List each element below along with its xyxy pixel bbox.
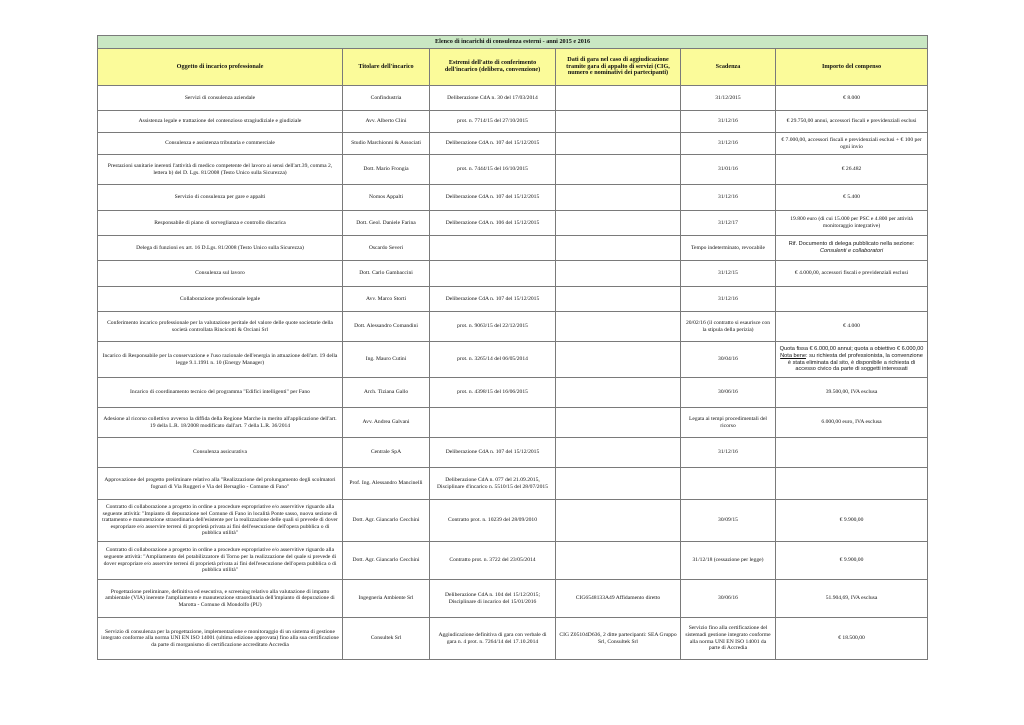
- table-row: [98, 542, 928, 580]
- cell-scadenza: [681, 468, 776, 500]
- table-row: [98, 312, 928, 342]
- cell-importo: € 9.900,00: [776, 542, 928, 580]
- cell-importo: € 4.000: [776, 312, 928, 342]
- cell-atto: prot. n. 7714/15 del 27/10/2015: [430, 111, 556, 133]
- importo-reference-section: Consulenti e collaboratori: [819, 248, 884, 254]
- cell-scadenza: 30/04/16: [681, 342, 776, 378]
- cell-importo: 51.904,69, IVA esclusa: [776, 580, 928, 618]
- cell-titolare: Avv. Andrea Galvani: [343, 408, 430, 438]
- cell-oggetto: Progettazione preliminare, definitiva ed esecutiva, e screening relativo alla valutazione di impatto ambientale (VIA) inerente l'ampliamento e manutenzione straordinaria dell'impianto di depurazione di Marotta - Comune di Mondolfo (PU): [98, 580, 343, 618]
- importo-reference-line: Rif. Documento di delega pubblicato nella sezione:: [788, 241, 915, 248]
- cell-atto: prot. n. 7444/15 del 16/10/2015: [430, 155, 556, 185]
- cell-atto: Deliberazione CdA n. 30 del 17/03/2014: [430, 86, 556, 111]
- cell-gara: [556, 133, 681, 155]
- cell-scadenza: 31/12/15: [681, 261, 776, 287]
- cell-oggetto: Incarico di Responsabile per la conservazione e l'uso razionale dell'energia in attuazione dell'art. 19 della legge 9.1.1991 n. 10 (Energy Manager): [98, 342, 343, 378]
- cell-importo: € 26.482: [776, 155, 928, 185]
- importo-note: [779, 353, 924, 373]
- header-row: [98, 49, 928, 86]
- table-row: [98, 580, 928, 618]
- table-row: [98, 133, 928, 155]
- cell-importo: € 9.900,00: [776, 500, 928, 542]
- cell-oggetto: Assistenza legale e trattazione del contenzioso stragiudiziale e giudiziale: [98, 111, 343, 133]
- cell-importo: 6.000,00 euro, IVA esclusa: [776, 408, 928, 438]
- cell-oggetto: Contratto di collaborazione a progetto in ordine a procedure espropriative e/o asservitive riguardo alla seguente attività: "Impianto di depurazione nel Comune di Fano in località Ponte sasso, nuova sezione di trattamento e manutenzione straordinaria dell'esistente per la realizzazione delle quali si prevede di dover espropriare e/o asservire terreni di proprietà privata ai fini dell'esecuzione dell'opera pubblica o di pubblica utilità": [98, 500, 343, 542]
- table-row: [98, 438, 928, 468]
- cell-scadenza: Legata ai tempi procedimentali del ricorso: [681, 408, 776, 438]
- cell-oggetto: Consulenza sul lavoro: [98, 261, 343, 287]
- cell-atto: Deliberazione CdA n. 107 del 15/12/2015: [430, 185, 556, 211]
- cell-gara: [556, 211, 681, 236]
- cell-oggetto: Adesione al ricorso collettivo avverso la diffida della Regione Marche in merito all'applicazione dell'art. 19 della L.R. 18/2008 modificato dall'art. 7 della L.R. 36/2014: [98, 408, 343, 438]
- table-row: [98, 408, 928, 438]
- cell-importo: [776, 342, 928, 378]
- cell-scadenza: Tempo indeterminato, revocabile: [681, 236, 776, 261]
- cell-titolare: Nomos Appalti: [343, 185, 430, 211]
- table-row: [98, 342, 928, 378]
- table-row: [98, 261, 928, 287]
- table-row: [98, 287, 928, 312]
- cell-scadenza: 31/12/2015: [681, 86, 776, 111]
- cell-importo: [776, 468, 928, 500]
- cell-importo: [776, 287, 928, 312]
- table-title-row: [98, 36, 928, 49]
- cell-titolare: Centrale SpA: [343, 438, 430, 468]
- importo-quota: Quota fissa € 6.000,00 annui; quota a obiettivo € 6.000,00: [779, 346, 924, 353]
- header-scadenza: Scadenza: [681, 49, 776, 86]
- cell-importo: € 8.000: [776, 86, 928, 111]
- cell-titolare: Dott. Agr. Giancarlo Cecchini: [343, 500, 430, 542]
- cell-atto: Deliberazione CdA n. 107 del 15/12/2015: [430, 438, 556, 468]
- cell-atto: Aggiudicazione definitiva di gara con verbale di gara n. 4 prot. n. 7264/14 del 17.10.2014: [430, 618, 556, 660]
- cell-importo: € 5.400: [776, 185, 928, 211]
- cell-oggetto: Contratto di collaborazione a progetto in ordine a procedure espropriative e/o asservitive riguardo alla seguente attività: "Ampliamento del potabilizzatore di Torno per la realizzazione del quale si prevede di dover espropriare e/o asservire terreni di proprietà privata ai fini dell'esecuzione dell'opera pubblica o di pubblica utilità": [98, 542, 343, 580]
- cell-gara: [556, 500, 681, 542]
- cell-gara: [556, 378, 681, 408]
- cell-gara: [556, 287, 681, 312]
- cell-importo: € 18.500,00: [776, 618, 928, 660]
- cell-oggetto: Servizio di consulenza per la progettazione, implementazione e monitoraggio di un sistema di gestione integrato conforme alla norma UNI EN ISO 14001 (ultima edizione approvata) fino alla sua certificazione da parte di morganismo di certificazione accreditato Accredia: [98, 618, 343, 660]
- cell-gara: [556, 468, 681, 500]
- header-gara: Dati di gara nel caso di aggiudicazione tramite gara di appalto di servizi (CIG, numero e nominativi dei partecipanti): [556, 49, 681, 86]
- cell-titolare: Dott. Geol. Daniele Farina: [343, 211, 430, 236]
- cell-gara: CIG6548133A49 Affidamento diretto: [556, 580, 681, 618]
- nota-bene-text: : su richiesta del professionista, la convenzione è stata eliminata dal sito, è disponibile a richiesta di accesso civico da parte di soggetti interessati: [787, 352, 923, 373]
- cell-gara: [556, 438, 681, 468]
- cell-scadenza: 30/06/16: [681, 378, 776, 408]
- table-row: [98, 618, 928, 660]
- assignments-table: [97, 35, 928, 660]
- cell-scadenza: 30/09/15: [681, 500, 776, 542]
- cell-scadenza: 31/12/16: [681, 438, 776, 468]
- cell-titolare: Dott. Carlo Gambaccini: [343, 261, 430, 287]
- cell-oggetto: Approvazione del progetto preliminare relativo alla "Realizzazione del prolungamento degli scolmatori fognari di Via Ruggeri e Via del Bersaglio - Comune di Fano": [98, 468, 343, 500]
- cell-importo: € 4.000,00, accessori fiscali e previdenziali esclusi: [776, 261, 928, 287]
- cell-gara: [556, 312, 681, 342]
- cell-oggetto: Prestazioni sanitarie inerenti l'attività di medico competente del lavoro ai sensi dell'art.39, comma 2, lettera b) del D. Lgs. 81/2008 (Testo Unico sulla Sicurezza): [98, 155, 343, 185]
- cell-scadenza: 31/12/17: [681, 211, 776, 236]
- cell-scadenza: 31/12/16: [681, 133, 776, 155]
- table-row: [98, 211, 928, 236]
- table-row: [98, 155, 928, 185]
- cell-atto: [430, 408, 556, 438]
- cell-atto: Deliberazione CdA n. 104 del 15/12/2015; Disciplinare di incarico del 15/01/2016: [430, 580, 556, 618]
- cell-oggetto: Conferimento incarico professionale per la valutazione peritale del valore delle quote societarie della società controllata Rincicotti & Orciani Srl: [98, 312, 343, 342]
- cell-importo: 19.800 euro (di cui 15.000 per PSC e 4.800 per attività monitoraggio integrative): [776, 211, 928, 236]
- cell-importo: € 29.750,00 annui, accessori fiscali e previdenziali esclusi: [776, 111, 928, 133]
- table-row: [98, 500, 928, 542]
- cell-titolare: Dott. Agr. Giancarlo Cecchini: [343, 542, 430, 580]
- cell-oggetto: Servizi di consulenza aziendale: [98, 86, 343, 111]
- cell-titolare: Avv. Marco Storti: [343, 287, 430, 312]
- cell-oggetto: Incarico di coordinamento tecnico del programma "Edifici intelligenti" per Fano: [98, 378, 343, 408]
- cell-scadenza: 30/06/16: [681, 580, 776, 618]
- cell-titolare: Consultek Srl: [343, 618, 430, 660]
- header-importo: Importo del compenso: [776, 49, 928, 86]
- cell-titolare: Dott. Mario Frongia: [343, 155, 430, 185]
- cell-atto: prot. n. 9063/15 del 22/12/2015: [430, 312, 556, 342]
- table-title: Elenco di incarichi di consulenza esterni - anni 2015 e 2016: [98, 36, 928, 49]
- cell-atto: Deliberazione CdA n. 106 del 15/12/2015: [430, 211, 556, 236]
- cell-oggetto: Consulenza assicurativa: [98, 438, 343, 468]
- cell-atto: Contratto prot. n. 3722 del 23/05/2014: [430, 542, 556, 580]
- cell-oggetto: Responsabile di piano di sorveglianza e controllo discarica: [98, 211, 343, 236]
- header-oggetto: Oggetto di incarico professionale: [98, 49, 343, 86]
- cell-scadenza: 20/02/16 (il contratto si esaurisce con la stipula della perizia): [681, 312, 776, 342]
- table-row: [98, 236, 928, 261]
- consulting-register: [97, 35, 927, 660]
- cell-atto: Contratto prot. n. 10239 del 28/09/2010: [430, 500, 556, 542]
- cell-oggetto: Delega di funzioni ex art. 16 D.Lgs. 81/2008 (Testo Unico sulla Sicurezza): [98, 236, 343, 261]
- cell-gara: [556, 261, 681, 287]
- table-row: [98, 378, 928, 408]
- cell-titolare: Prof. Ing. Alessandro Mancinelli: [343, 468, 430, 500]
- cell-importo: [776, 236, 928, 261]
- header-atto: Estremi dell'atto di conferimento dell'incarico (delibera, convenzione): [430, 49, 556, 86]
- nota-bene-label: Nota bene: [780, 352, 806, 359]
- cell-oggetto: Consulenza e assistenza tributaria e commerciale: [98, 133, 343, 155]
- cell-atto: Deliberazione CdA n. 077 del 21.09.2015, Disciplinare d'incarico n. 5510/15 del 28/07/2015: [430, 468, 556, 500]
- cell-oggetto: Collaborazione professionale legale: [98, 287, 343, 312]
- cell-titolare: Arch. Tiziana Gallo: [343, 378, 430, 408]
- cell-titolare: Ingegneria Ambiente Srl: [343, 580, 430, 618]
- header-titolare: Titolare dell'incarico: [343, 49, 430, 86]
- cell-scadenza: 31/12/16: [681, 287, 776, 312]
- cell-atto: prot. n. 4398/15 del 16/06/2015: [430, 378, 556, 408]
- cell-gara: [556, 86, 681, 111]
- cell-titolare: Oscardo Severi: [343, 236, 430, 261]
- table-row: [98, 468, 928, 500]
- cell-gara: CIG Z05104D636, 2 ditte partecipanti: SEA Gruppo Srl, Consultek Srl: [556, 618, 681, 660]
- cell-atto: Deliberazione CdA n. 107 del 15/12/2015: [430, 133, 556, 155]
- cell-scadenza: 31/12/16: [681, 111, 776, 133]
- cell-gara: [556, 342, 681, 378]
- cell-gara: [556, 542, 681, 580]
- cell-gara: [556, 185, 681, 211]
- cell-gara: [556, 236, 681, 261]
- cell-scadenza: 31/12/18 (cessazione per legge): [681, 542, 776, 580]
- cell-gara: [556, 408, 681, 438]
- cell-scadenza: 31/01/16: [681, 155, 776, 185]
- cell-titolare: Dott. Alessandro Comandini: [343, 312, 430, 342]
- cell-oggetto: Servizio di consulenza per gare e appalti: [98, 185, 343, 211]
- cell-titolare: Ing. Mauro Cutini: [343, 342, 430, 378]
- cell-titolare: Confindustria: [343, 86, 430, 111]
- cell-titolare: Studio Marchionni & Associati: [343, 133, 430, 155]
- cell-importo: 39.500,00, IVA esclusa: [776, 378, 928, 408]
- table-row: [98, 86, 928, 111]
- cell-importo: [776, 438, 928, 468]
- cell-importo: € 7.000,00, accessori fiscali e previdenziali esclusi + € 100 per ogni invio: [776, 133, 928, 155]
- cell-atto: [430, 261, 556, 287]
- cell-atto: [430, 236, 556, 261]
- cell-atto: Deliberazione CdA n. 107 del 15/12/2015: [430, 287, 556, 312]
- cell-gara: [556, 155, 681, 185]
- cell-atto: prot. n. 3265/14 del 06/05/2014: [430, 342, 556, 378]
- table-row: [98, 185, 928, 211]
- cell-titolare: Avv. Alberto Clini: [343, 111, 430, 133]
- cell-scadenza: Servizio fino alla certificazione del sistemadi gestione integrato conforme alla norma UNI EN ISO 14001 da parte di Accredia: [681, 618, 776, 660]
- cell-gara: [556, 111, 681, 133]
- cell-scadenza: 31/12/16: [681, 185, 776, 211]
- table-row: [98, 111, 928, 133]
